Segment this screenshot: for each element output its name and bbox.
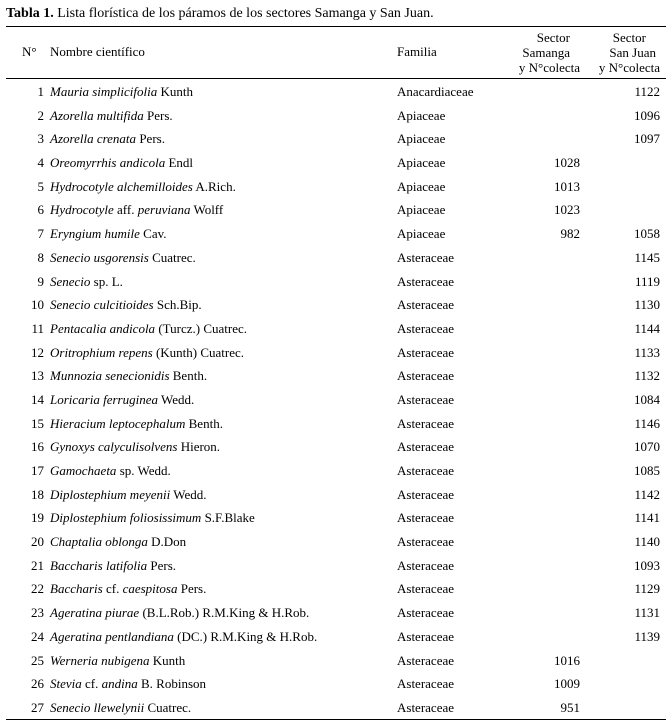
species-author: Wedd. — [170, 486, 207, 502]
family-name: Asteraceae — [397, 320, 455, 336]
species-author: Pers. — [143, 107, 173, 123]
row-number: 25 — [31, 652, 44, 668]
table-row — [0, 412, 672, 436]
scientific-name — [50, 558, 176, 574]
row-number: 27 — [31, 699, 44, 715]
species-author: S.F.Blake — [201, 510, 255, 526]
row-number: 3 — [37, 131, 44, 147]
family-name: Asteraceae — [397, 391, 455, 407]
table-row — [0, 151, 672, 175]
table-bottom-rule — [6, 719, 666, 720]
table-row — [0, 649, 672, 673]
scientific-name — [50, 605, 309, 621]
species-name: Hieracium leptocephalum — [50, 415, 186, 431]
scientific-name — [50, 202, 223, 218]
samanga-collection-number: 982 — [560, 226, 580, 242]
row-number: 2 — [37, 107, 44, 123]
column-header-sanjuan-line: San Juan — [609, 45, 656, 60]
family-name: Asteraceae — [397, 676, 455, 692]
scientific-name — [50, 131, 165, 147]
table-row — [0, 696, 672, 720]
scientific-name — [50, 439, 220, 455]
table-row — [0, 601, 672, 625]
row-number: 21 — [31, 557, 44, 573]
table-row — [0, 317, 672, 341]
species-author: Kunth — [149, 652, 186, 668]
species-name: Chaptalia oblonga — [50, 534, 148, 550]
species-name: Gynoxys calyculisolvens — [50, 439, 178, 455]
family-name: Asteraceae — [397, 249, 455, 265]
family-name: Apiaceae — [397, 107, 446, 123]
row-number: 8 — [37, 249, 44, 265]
species-author: Pers. — [177, 581, 207, 597]
table-row — [0, 435, 672, 459]
column-header-family: Familia — [397, 44, 437, 59]
table-row — [0, 80, 672, 104]
scientific-name — [50, 653, 185, 669]
table-row — [0, 388, 672, 412]
samanga-collection-number: 1013 — [554, 178, 580, 194]
row-number: 15 — [31, 415, 44, 431]
species-name: Baccharis latifolia — [50, 557, 148, 573]
species-author: (B.L.Rob.) R.M.King & H.Rob. — [139, 605, 310, 621]
row-number: 1 — [37, 84, 44, 99]
sanjuan-collection-number: 1146 — [634, 415, 660, 431]
sanjuan-collection-number: 1131 — [634, 605, 660, 621]
family-name: Apiaceae — [397, 226, 446, 242]
sanjuan-collection-number: 1070 — [634, 439, 660, 455]
family-name: Asteraceae — [397, 273, 455, 289]
sanjuan-collection-number: 1084 — [634, 391, 660, 407]
sanjuan-collection-number: 1130 — [634, 297, 660, 313]
species-author: Cav. — [139, 226, 167, 242]
family-name: Asteraceae — [397, 652, 455, 668]
species-author: Hieron. — [177, 439, 221, 455]
species-author: B. Robinson — [137, 676, 207, 692]
row-number: 20 — [31, 534, 44, 550]
sanjuan-collection-number: 1141 — [634, 510, 660, 526]
species-name: Loricaria ferruginea — [50, 391, 158, 407]
sanjuan-collection-number: 1119 — [634, 273, 660, 289]
species-name: Oreomyrrhis andicola — [50, 155, 166, 171]
table-row — [0, 127, 672, 151]
samanga-collection-number: 1009 — [554, 676, 580, 692]
table-row — [0, 672, 672, 696]
table-row — [0, 459, 672, 483]
scientific-name — [50, 700, 191, 716]
table-header-rule — [6, 78, 666, 79]
table-row — [0, 625, 672, 649]
scientific-name — [50, 274, 123, 290]
sanjuan-collection-number: 1139 — [634, 628, 660, 644]
species-author: aff. — [113, 202, 138, 218]
samanga-collection-number: 1016 — [554, 652, 580, 668]
scientific-name — [50, 463, 171, 479]
scientific-name — [50, 345, 244, 361]
table-row — [0, 530, 672, 554]
table-row — [0, 270, 672, 294]
family-name: Asteraceae — [397, 534, 455, 550]
scientific-name — [50, 510, 255, 526]
family-name: Asteraceae — [397, 368, 455, 384]
species-name: Pentacalia andicola — [50, 320, 156, 336]
species-name: Senecio culcitioides — [50, 297, 154, 313]
species-name: Werneria nubigena — [50, 652, 150, 668]
row-number: 18 — [31, 486, 44, 502]
sanjuan-collection-number: 1132 — [634, 368, 660, 384]
row-number: 9 — [37, 273, 44, 289]
species-name: Ageratina piurae — [50, 605, 140, 621]
family-name: Asteraceae — [397, 510, 455, 526]
table-row — [0, 104, 672, 128]
species-author: Pers. — [147, 557, 177, 573]
table-row — [0, 198, 672, 222]
species-author: sp. L. — [90, 273, 123, 289]
species-name: Baccharis — [50, 581, 103, 597]
row-number: 14 — [31, 391, 44, 407]
scientific-name — [50, 226, 167, 242]
species-name: Munnozia senecionidis — [50, 368, 170, 384]
family-name: Asteraceae — [397, 557, 455, 573]
scientific-name — [50, 84, 193, 100]
scientific-name — [50, 392, 194, 408]
family-name: Asteraceae — [397, 344, 455, 360]
sanjuan-collection-number: 1085 — [634, 463, 660, 478]
row-number: 10 — [31, 297, 44, 313]
sanjuan-collection-number: 1093 — [634, 557, 660, 573]
row-number: 24 — [31, 628, 44, 644]
column-header-samanga-line: Samanga — [522, 45, 570, 60]
scientific-name — [50, 179, 236, 195]
column-header-samanga-line: y N°colecta — [518, 60, 580, 75]
table-row — [0, 246, 672, 270]
family-name: Asteraceae — [397, 628, 455, 644]
species-author: Sch.Bip. — [153, 297, 202, 313]
family-name: Apiaceae — [397, 155, 446, 171]
scientific-name — [50, 534, 186, 550]
species-epithet: caespitosa — [122, 581, 178, 597]
sanjuan-collection-number: 1140 — [634, 534, 660, 550]
table-row — [0, 554, 672, 578]
row-number: 16 — [31, 439, 44, 455]
row-number: 17 — [31, 463, 44, 478]
species-author: cf. — [102, 581, 123, 597]
family-name: Asteraceae — [397, 581, 455, 597]
species-name: Hydrocotyle — [50, 202, 114, 218]
species-epithet: peruviana — [137, 202, 191, 218]
row-number: 6 — [37, 202, 44, 218]
samanga-collection-number: 1028 — [554, 155, 580, 171]
scientific-name — [50, 629, 317, 645]
family-name: Asteraceae — [397, 463, 455, 478]
family-name: Asteraceae — [397, 297, 455, 313]
table-row — [0, 175, 672, 199]
scientific-name — [50, 250, 196, 266]
species-name: Eryngium humile — [50, 226, 140, 242]
table-caption-label: Tabla 1. — [6, 6, 54, 21]
species-author: (Turcz.) Cuatrec. — [155, 320, 247, 336]
column-header-sanjuan-line: Sector — [612, 30, 646, 45]
species-name: Oritrophium repens — [50, 344, 153, 360]
species-author: sp. Wedd. — [116, 463, 171, 478]
sanjuan-collection-number: 1058 — [634, 226, 660, 242]
species-name: Stevia — [50, 676, 82, 692]
species-author: A.Rich. — [192, 178, 236, 194]
species-author: Benth. — [185, 415, 223, 431]
species-author: Benth. — [169, 368, 208, 384]
table-caption-text: Lista florística de los páramos de los sectores Samanga y San Juan. — [53, 6, 434, 21]
samanga-collection-number: 951 — [560, 699, 580, 715]
species-author: Endl — [165, 155, 194, 171]
species-name: Senecio — [50, 273, 91, 289]
sanjuan-collection-number: 1145 — [634, 249, 660, 265]
species-author: Kunth — [157, 84, 193, 99]
species-name: Diplostephium meyenii — [50, 486, 171, 502]
column-header-number: N° — [22, 44, 37, 59]
sanjuan-collection-number: 1142 — [634, 486, 660, 502]
scientific-name — [50, 487, 207, 503]
species-name: Diplostephium foliosissimum — [50, 510, 202, 526]
table-top-rule — [6, 26, 666, 27]
column-header-sanjuan-line: y N°colecta — [598, 60, 660, 75]
table-row — [0, 577, 672, 601]
species-name: Azorella crenata — [50, 131, 137, 147]
column-header-samanga-line: Sector — [536, 30, 570, 45]
row-number: 26 — [31, 676, 44, 692]
row-number: 19 — [31, 510, 44, 526]
species-name: Mauria simplicifolia — [50, 84, 158, 99]
species-author: (DC.) R.M.King & H.Rob. — [173, 628, 318, 644]
family-name: Anacardiaceae — [397, 84, 474, 99]
species-name: Senecio llewelynii — [50, 699, 145, 715]
row-number: 4 — [37, 155, 44, 171]
table-row — [0, 293, 672, 317]
species-author: Wedd. — [157, 391, 195, 407]
row-number: 5 — [37, 178, 44, 194]
species-name: Ageratina pentlandiana — [50, 628, 174, 644]
row-number: 23 — [31, 605, 44, 621]
scientific-name — [50, 155, 193, 171]
table-row — [0, 364, 672, 388]
family-name: Asteraceae — [397, 486, 455, 502]
scientific-name — [50, 676, 206, 692]
species-name: Hydrocotyle alchemilloides — [50, 178, 193, 194]
family-name: Asteraceae — [397, 605, 455, 621]
row-number: 13 — [31, 368, 44, 384]
table-row — [0, 341, 672, 365]
column-header-scientific-name: Nombre científico — [50, 44, 145, 59]
row-number: 22 — [31, 581, 44, 597]
column-header-sanjuan — [580, 30, 660, 75]
species-author: D.Don — [147, 534, 187, 550]
scientific-name — [50, 297, 202, 313]
samanga-collection-number: 1023 — [554, 202, 580, 218]
species-author: Cuatrec. — [148, 249, 196, 265]
family-name: Asteraceae — [397, 415, 455, 431]
sanjuan-collection-number: 1097 — [634, 131, 660, 147]
species-author: Cuatrec. — [144, 699, 192, 715]
table-body — [0, 80, 672, 720]
species-author: Wolff — [190, 202, 224, 218]
sanjuan-collection-number: 1129 — [634, 581, 660, 597]
scientific-name — [50, 368, 207, 384]
column-header-samanga — [500, 30, 580, 75]
family-name: Apiaceae — [397, 202, 446, 218]
scientific-name — [50, 416, 223, 432]
row-number: 7 — [37, 226, 44, 242]
sanjuan-collection-number: 1122 — [634, 84, 660, 99]
species-author: cf. — [81, 676, 102, 692]
table-row — [0, 222, 672, 246]
species-name: Azorella multifida — [50, 107, 144, 123]
scientific-name — [50, 581, 206, 597]
species-epithet: andina — [101, 676, 138, 692]
family-name: Asteraceae — [397, 699, 455, 715]
sanjuan-collection-number: 1133 — [634, 344, 660, 360]
table-caption — [6, 5, 434, 22]
row-number: 11 — [31, 320, 44, 336]
sanjuan-collection-number: 1144 — [634, 320, 660, 336]
species-name: Gamochaeta — [50, 463, 117, 478]
sanjuan-collection-number: 1096 — [634, 107, 660, 123]
scientific-name — [50, 108, 173, 124]
table-row — [0, 506, 672, 530]
table-row — [0, 483, 672, 507]
family-name: Apiaceae — [397, 178, 446, 194]
family-name: Apiaceae — [397, 131, 446, 147]
scientific-name — [50, 321, 247, 337]
row-number: 12 — [31, 344, 44, 360]
species-name: Senecio usgorensis — [50, 249, 149, 265]
species-author: Pers. — [136, 131, 165, 147]
family-name: Asteraceae — [397, 439, 455, 455]
species-author: (Kunth) Cuatrec. — [152, 344, 245, 360]
